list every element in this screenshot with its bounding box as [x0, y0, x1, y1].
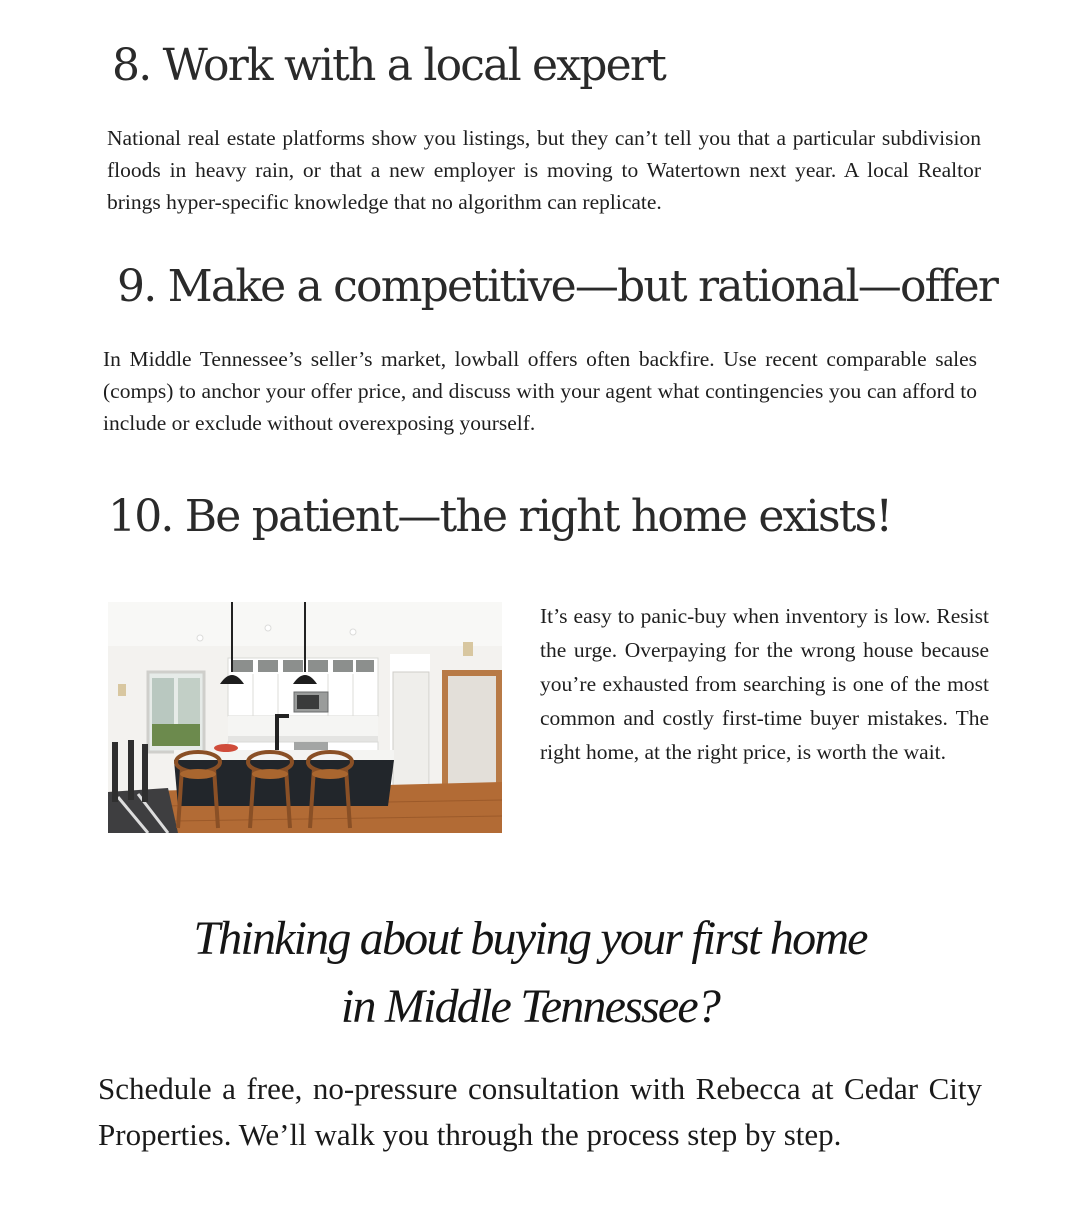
cta-heading-line-2: in Middle Tennessee?	[340, 980, 720, 1033]
consultation-paragraph: Schedule a free, no-pressure consultation with Rebecca at Cedar City Properties. We’ll walk you through the process step by step.	[98, 1071, 982, 1152]
section-8-heading: 8. Work with a local expert	[112, 40, 666, 91]
kitchen-photo	[108, 602, 502, 833]
section-9-body: In Middle Tennessee’s seller’s market, lowball offers often backfire. Use recent comparable sales (comps) to anchor your offer price, and discuss with your agent what contingencies you can afford to include or exclude without overexposing yourself.	[103, 347, 977, 435]
section-10-body: It’s easy to panic-buy when inventory is low. Resist the urge. Overpaying for the wrong house because you’re exhausted from searching is one of the most common and costly first-time buyer mistakes. The right home, at the right price, is worth the wait.	[540, 604, 989, 764]
section-8-body: National real estate platforms show you listings, but they can’t tell you that a particular subdivision floods in heavy rain, or that a new employer is moving to Watertown next year. A local Realtor brings hyper-specific knowledge that no algorithm can replicate.	[107, 126, 981, 214]
section-9-heading: 9. Make a competitive—but rational—offer	[117, 261, 998, 312]
section-10-heading: 10. Be patient—the right home exists!	[108, 491, 892, 542]
cta-heading-line-1: Thinking about buying your first home	[193, 912, 867, 965]
cta-heading	[0, 905, 1060, 1041]
